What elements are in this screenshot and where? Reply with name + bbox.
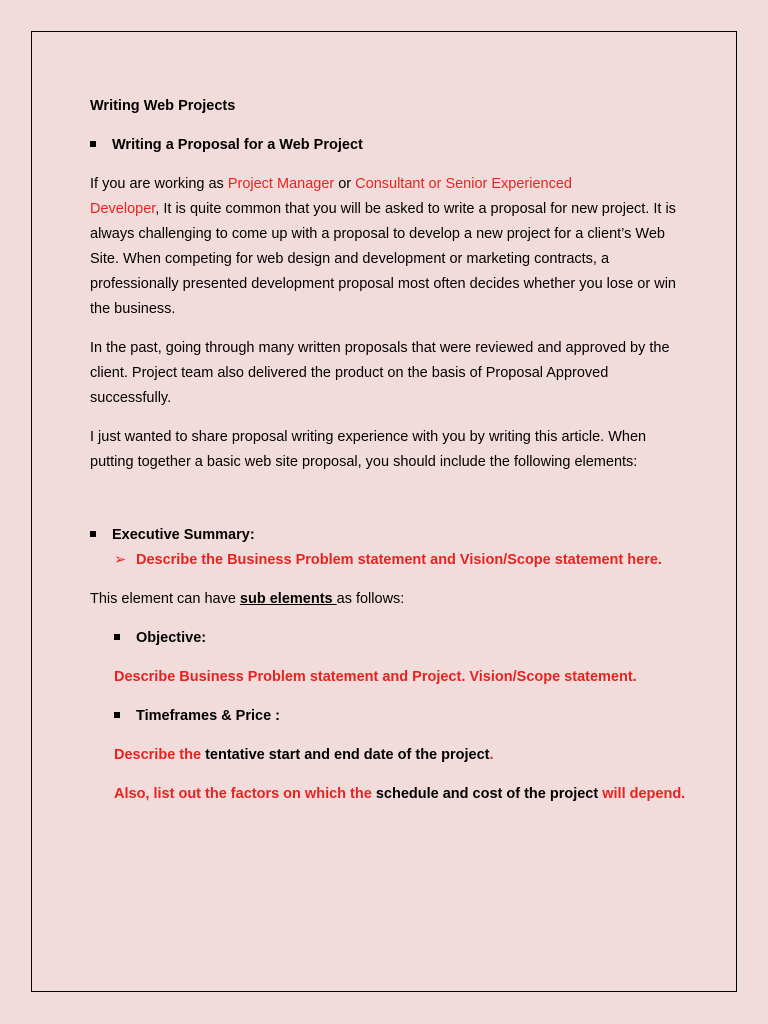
text-run: If you are working as xyxy=(90,176,228,192)
square-bullet-icon xyxy=(90,531,96,537)
paragraph-intro xyxy=(90,172,690,322)
bullet-label: Executive Summary: xyxy=(112,527,255,543)
arrow-item xyxy=(114,548,690,573)
document-body xyxy=(90,94,690,807)
highlight-role: Project Manager xyxy=(227,176,335,192)
highlight-role: Developer xyxy=(90,201,156,217)
sub-elements-list xyxy=(114,626,690,807)
bullet-label: Objective: xyxy=(136,630,207,646)
bullet-proposal xyxy=(90,133,690,158)
text-run: tentative start and end date of the project xyxy=(205,747,490,763)
highlight-role: Consultant or Senior Experienced xyxy=(355,176,572,192)
square-bullet-icon xyxy=(114,634,120,640)
square-bullet-icon xyxy=(114,712,120,718)
text-run: Describe the xyxy=(114,747,206,763)
bullet-objective xyxy=(114,626,690,651)
timeframe-description xyxy=(114,743,690,768)
arrow-item-text: Describe the Business Problem statement and Vision/Scope statement here. xyxy=(136,552,662,568)
square-bullet-icon xyxy=(90,141,96,147)
bullet-label: Writing a Proposal for a Web Project xyxy=(112,137,363,153)
objective-description: Describe Business Problem statement and Project. Vision/Scope statement. xyxy=(114,669,637,685)
text-run: will depend. xyxy=(598,786,686,802)
paragraph-past: In the past, going through many written proposals that were reviewed and approved by the client. Project team also delivered the product on the basis of Proposal Approved successfully. xyxy=(90,340,670,406)
text-run: This element can have xyxy=(90,591,240,607)
text-run: as follows: xyxy=(336,591,405,607)
bullet-executive-summary xyxy=(90,523,690,548)
paragraph-share: I just wanted to share proposal writing experience with you by writing this article. When putting together a basic web site proposal, you should include the following elements: xyxy=(90,429,647,470)
bullet-timeframes xyxy=(114,704,690,729)
paragraph-sub-elements xyxy=(90,587,690,612)
text-run: . xyxy=(489,747,494,763)
text-run: or xyxy=(334,176,356,192)
bullet-label: Timeframes & Price : xyxy=(136,708,280,724)
text-run: , It is quite common that you will be asked to write a proposal for new project. It is always challenging to come up with a proposal to develop a new project for a client’s Web Site. When competing for web design and development or marketing contracts, a professionally presented development proposal most often decides whether you lose or win the business. xyxy=(90,201,676,317)
cost-description xyxy=(114,782,690,807)
arrow-bullet-icon: ➢ xyxy=(114,552,127,568)
underlined-term: sub elements xyxy=(239,591,337,607)
text-run: Also, list out the factors on which the xyxy=(114,786,376,802)
text-run: schedule and cost of the project xyxy=(375,786,599,802)
document-title: Writing Web Projects xyxy=(90,98,236,114)
